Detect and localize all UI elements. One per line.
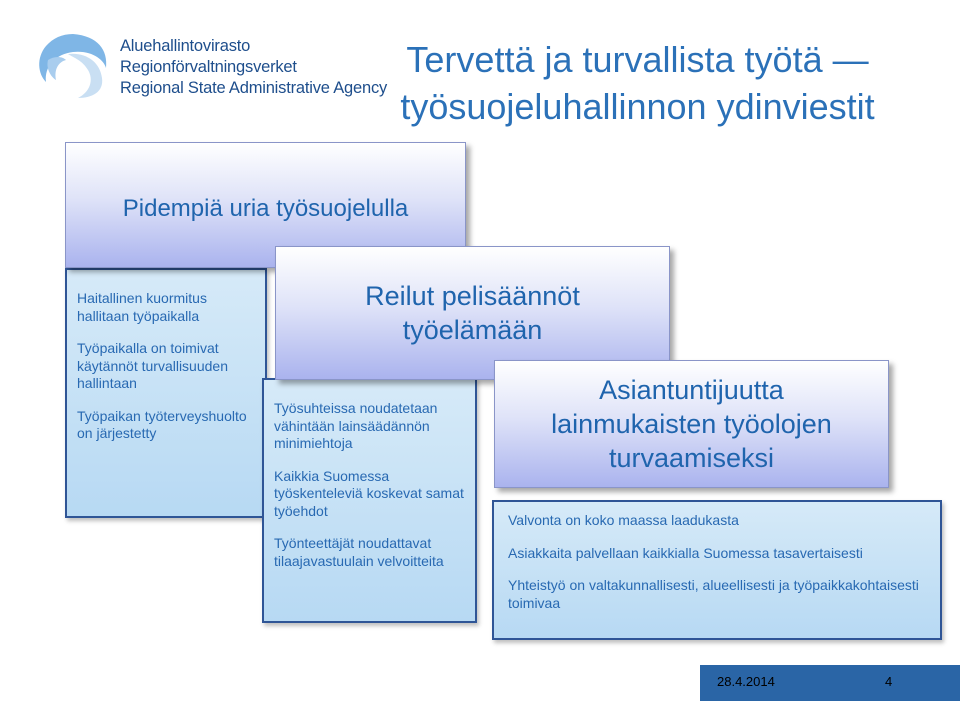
box3-body — [492, 500, 942, 640]
box2-heading-line2: työelämään — [402, 315, 543, 345]
box3-heading-line1: Asiantuntijuutta — [599, 375, 784, 405]
box1-body — [65, 268, 267, 518]
box3-heading-line2: lainmukaisten työolojen — [551, 409, 832, 439]
box1-item: Työpaikalla on toimivat käytännöt turvallisuuden hallintaan — [77, 340, 228, 391]
box1-item: Työpaikan työterveyshuolto on järjestetty — [77, 407, 247, 441]
agency-name-finnish: Aluehallintovirasto — [120, 37, 251, 55]
box2-item: Työsuhteissa noudatetaan vähintään lainsäädännön minimiehtoja — [274, 400, 438, 451]
footer-date: 28.4.2014 — [717, 674, 775, 689]
slide-title — [330, 36, 945, 130]
agency-logo-icon — [28, 30, 118, 100]
box2-heading-line1: Reilut pelisäännöt — [365, 281, 580, 311]
box3-heading-line3: turvaamiseksi — [608, 443, 775, 473]
box3-item: Yhteistyö on valtakunnallisesti, alueellisesti ja työpaikkakohtaisesti toimivaa — [508, 577, 919, 611]
box3-item: Asiakkaita palvellaan kaikkialla Suomessa tasavertaisesti — [508, 544, 863, 561]
box1-heading-text: Pidempiä uria työsuojelulla — [122, 195, 409, 222]
box2-item: Kaikkia Suomessa työskenteleviä koskevat samat työehdot — [274, 467, 464, 519]
box2-item: Työnteettäjät noudattavat tilaajavastuulain velvoitteita — [274, 535, 444, 569]
box3-item: Valvonta on koko maassa laadukasta — [508, 512, 739, 528]
agency-name-swedish: Regionförvaltningsverket — [120, 58, 297, 76]
slide-title-line2: työsuojeluhallinnon ydinviestit — [400, 86, 875, 127]
box1-item: Haitallinen kuormitus hallitaan työpaikalla — [77, 290, 207, 324]
box2-body — [262, 378, 477, 623]
page-number: 4 — [885, 674, 893, 689]
slide-title-line1: Tervettä ja turvallista työtä — — [406, 39, 869, 80]
agency-name-english: Regional State Administrative Agency — [120, 79, 388, 97]
box3-heading — [494, 360, 889, 488]
